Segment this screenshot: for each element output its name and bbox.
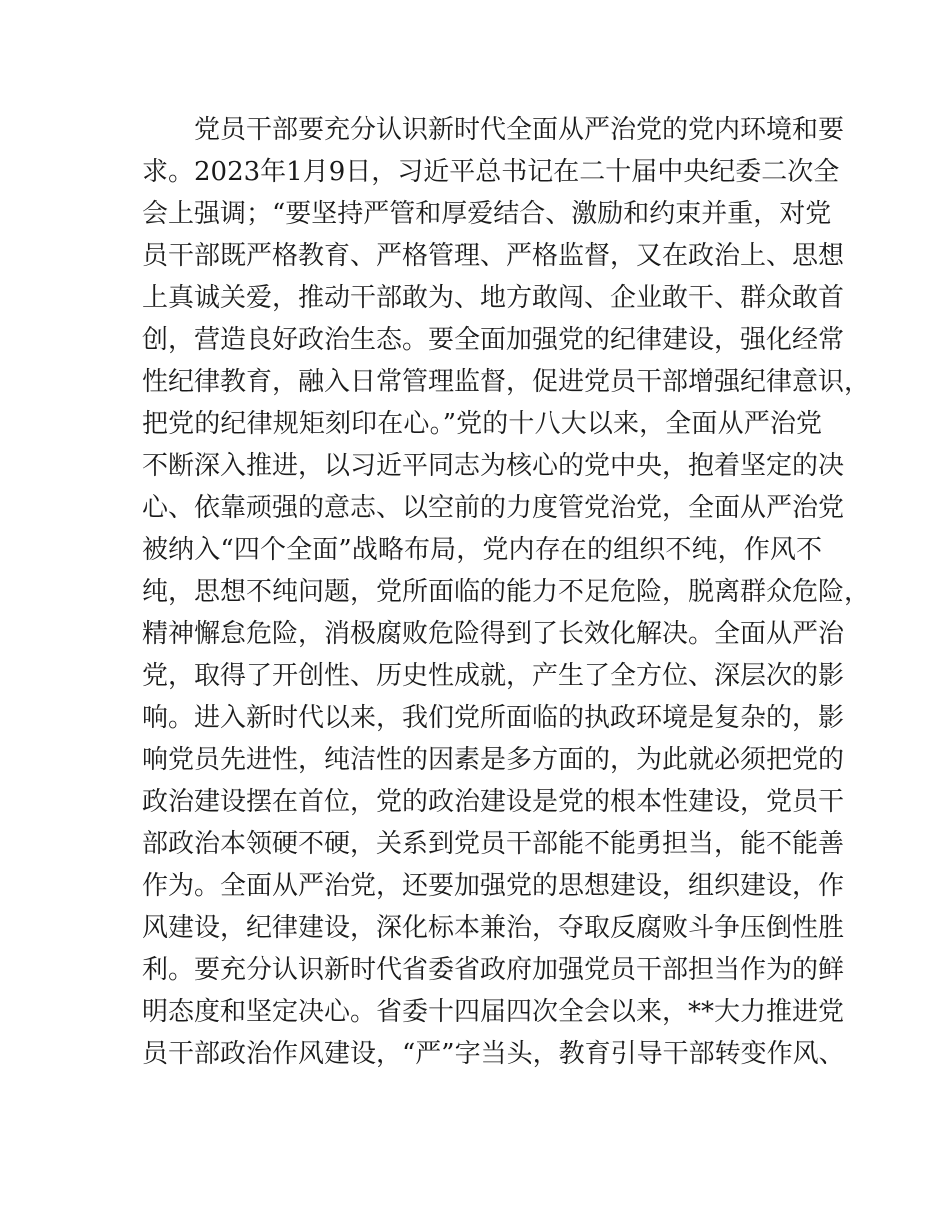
paragraph-line: 精神懈怠危险，消极腐败危险得到了长效化解决。全面从严治 [142, 619, 845, 649]
paragraph-line: 不断深入推进，以习近平同志为核心的党中央，抱着坚定的决 [142, 451, 845, 481]
paragraph-line: 党，取得了开创性、历史性成就，产生了全方位、深层次的影 [142, 661, 845, 691]
paragraph-line: 会上强调；“要坚持严管和厚爱结合、激励和约束并重，对党 [142, 199, 832, 229]
paragraph-line: 上真诚关爱，推动干部敢为、地方敢闯、企业敢干、群众敢首 [142, 283, 845, 313]
paragraph-line: 心、依靠顽强的意志、以空前的力度管党治党，全面从严治党 [142, 493, 845, 523]
paragraph-line: 政治建设摆在首位，党的政治建设是党的根本性建设，党员干 [142, 787, 845, 817]
paragraph-line: 性纪律教育，融入日常管理监督，促进党员干部增强纪律意识， [142, 367, 871, 397]
paragraph-line: 利。要充分认识新时代省委省政府加强党员干部担当作为的鲜 [142, 955, 845, 985]
paragraph-line: 纯，思想不纯问题，党所面临的能力不足危险，脱离群众危险， [142, 577, 871, 607]
paragraph-line: 作为。全面从严治党，还要加强党的思想建设，组织建设，作 [142, 871, 845, 901]
paragraph-line: 求。2023年1月9日，习近平总书记在二十届中央纪委二次全 [142, 157, 840, 187]
paragraph-line: 党员干部要充分认识新时代全面从严治党的党内环境和要 [194, 115, 845, 145]
paragraph-line: 创，营造良好政治生态。要全面加强党的纪律建设，强化经常 [142, 325, 845, 355]
paragraph-line: 响。进入新时代以来，我们党所面临的执政环境是复杂的，影 [142, 703, 845, 733]
paragraph-line: 被纳入“四个全面”战略布局，党内存在的组织不纯，作风不 [142, 535, 822, 565]
paragraph-line: 员干部政治作风建设，“严”字当头，教育引导干部转变作风、 [142, 1039, 845, 1069]
paragraph-line: 员干部既严格教育、严格管理、严格监督，又在政治上、思想 [142, 241, 845, 271]
paragraph-line: 明态度和坚定决心。省委十四届四次全会以来，**大力推进党 [142, 997, 845, 1027]
paragraph-line: 风建设，纪律建设，深化标本兼治，夺取反腐败斗争压倒性胜 [142, 913, 845, 943]
paragraph-line: 把党的纪律规矩刻印在心。”党的十八大以来，全面从严治党 [142, 409, 822, 439]
paragraph-line: 部政治本领硬不硬，关系到党员干部能不能勇担当，能不能善 [142, 829, 845, 859]
paragraph-line: 响党员先进性，纯洁性的因素是多方面的，为此就必须把党的 [142, 745, 845, 775]
